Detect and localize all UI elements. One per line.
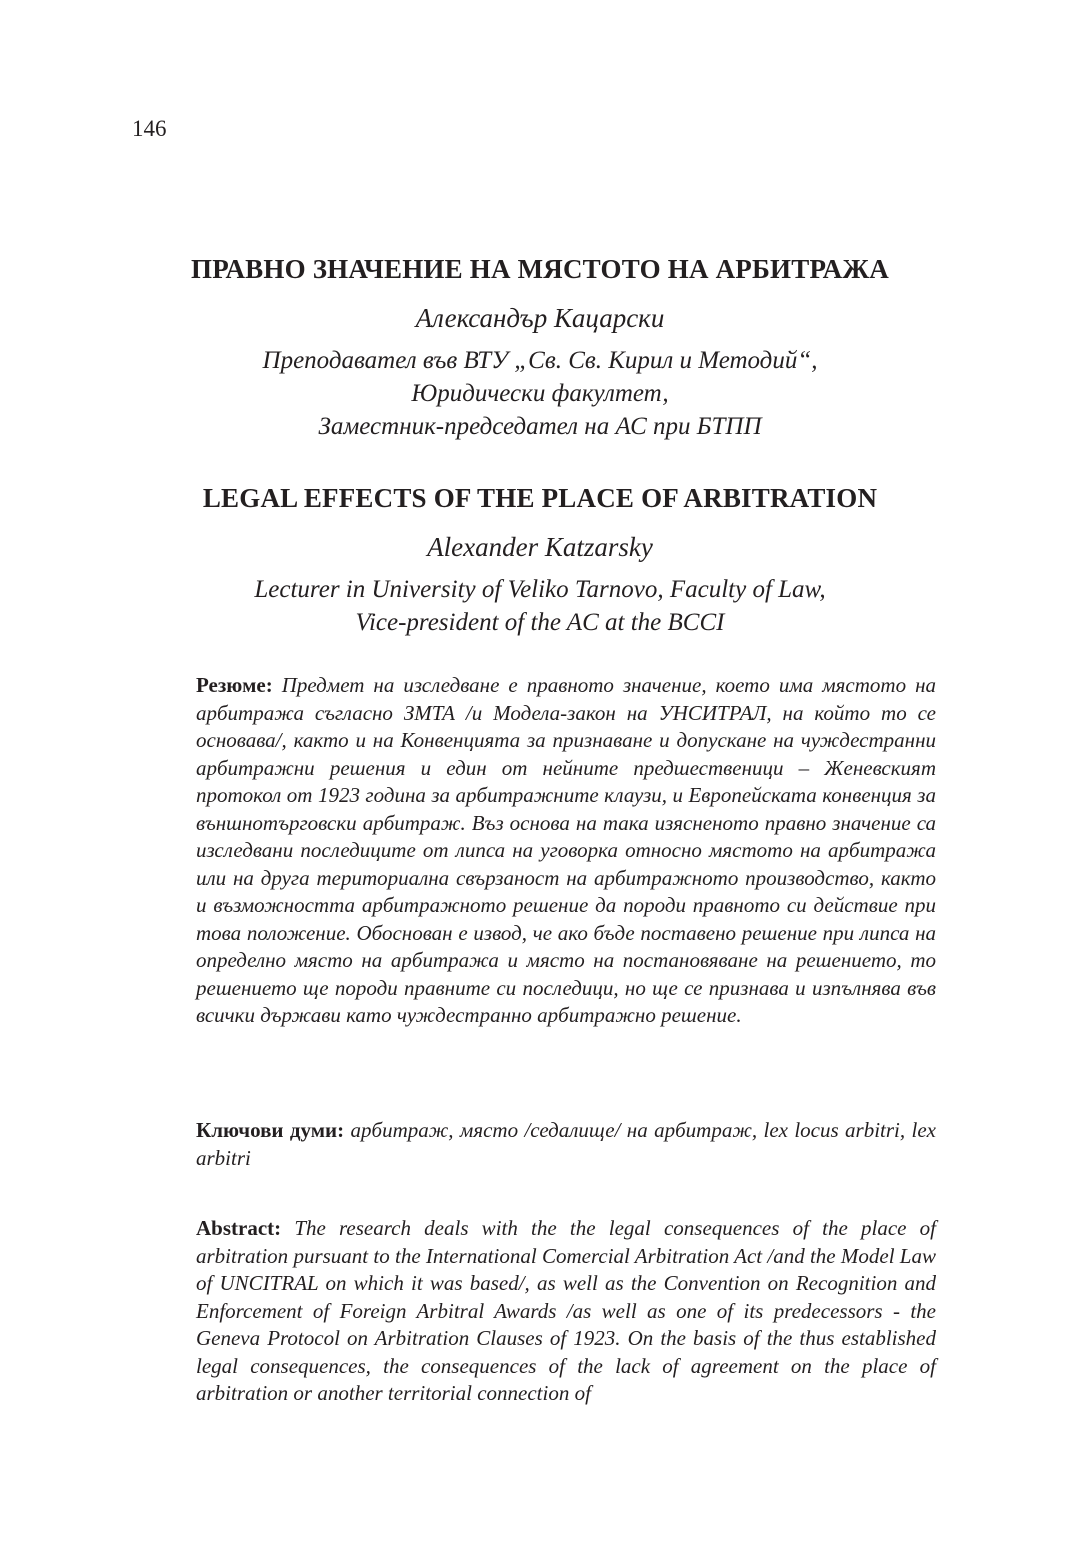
summary-text: Предмет на изследване е правното значение, което има мястото на арбитража съгласно ЗМТА /и Модела-закон на УНСИТРАЛ, на който то се основава/, както и на Конвенцията за признаване и допускане на чуждестранни арбитражни решения и един от нейните предшественици – Женевският протокол от 1923 година за арбитражните клаузи, и Европейската конвенция за външнотърговски арбитраж. Въз основа на така изясненото правно значение са изследвани последиците от липса на уговорка относно мястото на арбитража или на друга териториална свързаност на арбитражното производство, както и възможността арбитражното решение да породи правното си действие при това положение. Обоснован е извод, че ако бъде поставено решение при липса на определно място на арбитража и място на постановяване на решението, то решението ще породи правните си последици, но ще се признава и изпълнява във всички държави като чуждестранно арбитражно решение.: [196, 673, 937, 1027]
abstract-label: Abstract:: [196, 1216, 282, 1240]
bg-affiliation-line: Юридически факултет,: [411, 380, 669, 407]
bg-title: ПРАВНО ЗНАЧЕНИЕ НА МЯСТОТО НА АРБИТРАЖА: [191, 254, 889, 284]
keywords-text: арбитраж, място /седалище/ на арбитраж, lex locus arbitri, lex arbitri: [196, 1118, 936, 1170]
en-title: LEGAL EFFECTS OF THE PLACE OF ARBITRATION: [202, 483, 878, 513]
abstract-paragraph: [196, 1215, 936, 1408]
en-affiliation-line: Vice-president of the AC at the BCCI: [355, 609, 725, 636]
summary-paragraph: [196, 672, 936, 1030]
keywords-label: Ключови думи:: [196, 1118, 345, 1142]
keywords-paragraph: [196, 1117, 936, 1172]
bg-author: Александър Кацарски: [415, 303, 665, 333]
bg-affiliation: [0, 344, 1080, 443]
summary-label: Резюме:: [196, 673, 273, 697]
en-author: Alexander Katzarsky: [427, 532, 653, 562]
abstract-text: The research deals with the the legal consequences of the place of arbitration pursuant to the International Comercial Arbitration Act /and the Model Law of UNCITRAL on which it was based/, as well as the Convention on Recognition and Enforcement of Foreign Arbitral Awards /as well as one of its predecessors - the Geneva Protocol on Arbitration Clauses of 1923. On the basis of the thus established legal consequences, the consequences of the lack of agreement on the place of arbitration or another territorial connection of: [196, 1216, 936, 1405]
en-affiliation-line: Lecturer in University of Veliko Tarnovo, Faculty of Law,: [254, 576, 826, 603]
bg-affiliation-line: Преподавател във ВТУ „Св. Св. Кирил и Методий“,: [262, 347, 818, 374]
bg-affiliation-line: Заместник-председател на АС при БТПП: [318, 413, 762, 440]
en-affiliation: [0, 573, 1080, 639]
page-number: 146: [132, 116, 167, 141]
